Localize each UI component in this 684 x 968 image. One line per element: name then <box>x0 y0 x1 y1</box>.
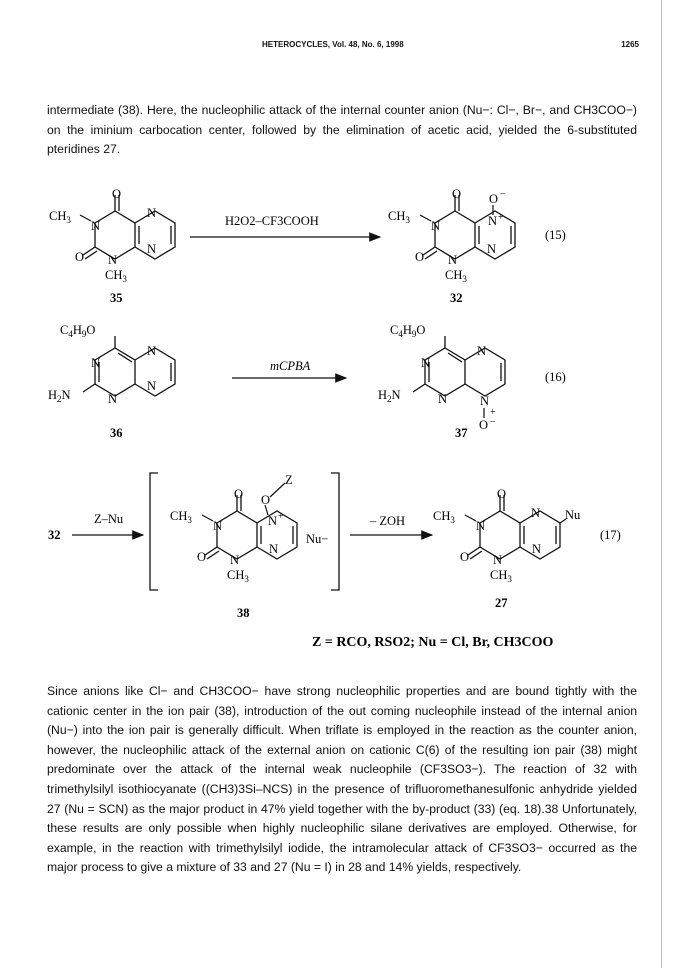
eq17-reagent2: – ZOH <box>370 514 406 528</box>
svg-text:+: + <box>278 511 284 522</box>
eq15-number: (15) <box>545 228 566 242</box>
svg-text:−: − <box>490 417 496 428</box>
svg-text:CH3: $CH_3$ <box>170 509 192 525</box>
page-number: 1265 <box>621 40 639 49</box>
eq15 <box>49 187 566 305</box>
eq16 <box>48 323 566 440</box>
svg-text:CH3: $CH_3$ <box>388 209 410 225</box>
reaction-scheme <box>0 175 684 660</box>
svg-text:N: N <box>438 392 448 406</box>
svg-text:N: N <box>108 253 118 267</box>
counter-ion: Nu− <box>306 532 329 546</box>
compound-35-label: 35 <box>110 291 123 305</box>
svg-text:N: N <box>108 392 118 406</box>
svg-text:C4H9O: $C_4H_9O$ <box>390 323 426 339</box>
svg-text:O: O <box>75 250 85 264</box>
eq15-reagent: H2O2–CF3COOH <box>225 214 319 228</box>
svg-text:N: N <box>213 519 223 533</box>
svg-text:C4H9O: $C_4H_9O$ <box>60 323 96 339</box>
svg-text:N: N <box>531 506 541 520</box>
svg-text:O: O <box>261 493 271 507</box>
svg-text:CH3: $CH_3$ <box>227 568 249 584</box>
svg-text:O: O <box>112 187 122 201</box>
svg-text:CH3: $CH_3$ <box>105 268 127 284</box>
svg-text:O: O <box>452 187 462 201</box>
svg-text:N: N <box>91 356 101 370</box>
svg-text:+: + <box>498 212 504 223</box>
compound-36-label: 36 <box>110 426 123 440</box>
svg-text:N: N <box>269 542 279 556</box>
svg-text:N: N <box>476 519 486 533</box>
svg-text:N: N <box>480 394 490 408</box>
eq16-reagent: mCPBA <box>270 359 311 373</box>
compound-32-start: 32 <box>48 528 61 542</box>
svg-text:N: N <box>493 553 503 567</box>
svg-text:O: O <box>197 550 207 564</box>
eq17-reagent1: Z–Nu <box>94 512 124 526</box>
svg-text:N: N <box>431 219 441 233</box>
svg-text:CH3: $CH_3$ <box>433 509 455 525</box>
compound-38-label: 38 <box>237 606 250 620</box>
compound-37-label: 37 <box>455 426 468 440</box>
svg-text:Z: Z <box>285 473 293 487</box>
running-header <box>0 40 684 56</box>
svg-text:N: N <box>147 344 157 358</box>
svg-text:N: N <box>448 253 458 267</box>
svg-text:N: N <box>487 242 497 256</box>
svg-text:O: O <box>234 487 244 501</box>
svg-text:N: N <box>477 344 487 358</box>
svg-text:N: N <box>532 542 542 556</box>
svg-text:H2N: $H_2N$ <box>378 388 401 404</box>
svg-text:O: O <box>497 487 507 501</box>
svg-text:+: + <box>490 407 496 418</box>
eq16-number: (16) <box>545 370 566 384</box>
svg-text:H2N: $H_2N$ <box>48 388 71 404</box>
svg-text:N: N <box>421 356 431 370</box>
svg-text:−: − <box>500 189 506 200</box>
svg-text:Nu: Nu <box>565 508 581 522</box>
journal-header: HETEROCYCLES, Vol. 48, No. 6, 1998 <box>262 40 404 49</box>
svg-text:CH3: $CH_3$ <box>49 209 71 225</box>
eq17-number: (17) <box>600 528 621 542</box>
svg-text:CH3: $CH_3$ <box>445 268 467 284</box>
svg-text:O: O <box>415 250 425 264</box>
svg-text:N: N <box>488 214 498 228</box>
svg-text:O: O <box>460 550 470 564</box>
substituent-definition: Z = RCO, RSO2; Nu = Cl, Br, CH3COO <box>312 635 554 650</box>
svg-text:N: N <box>147 206 157 220</box>
compound-27-label: 27 <box>495 596 508 610</box>
paragraph-intro: intermediate (38). Here, the nucleophilic attack of the internal counter anion (Nu−: Cl−, Br−, and CH3COO−) on the iminium carbocation center, followed by the elimination of acetic acid, yielded the 6-substituted pteridines 27. <box>47 103 637 157</box>
compound-32-label: 32 <box>450 291 463 305</box>
svg-text:CH3: $CH_3$ <box>490 568 512 584</box>
svg-text:N: N <box>91 219 101 233</box>
paragraph-discussion: Since anions like Cl− and CH3COO− have strong nucleophilic properties and are bound tightly with the cationic center in the ion pair (38), introduction of the out coming nucleophile instead of the internal anion (Nu−) into the ion pair is generally difficult. When triflate is employed in the reaction as the counter anion, however, the nucleophilic attack of the external anion on cationic C(6) of the resulting ion pair (38) might predominate over the attack of the internal weak nucleophile (CF3SO3−). The reaction of 32 with trimethylsilyl isothiocyanate ((CH3)3Si–NCS) in the presence of trifluoromethanesulfonic anhydride yielded 27 (Nu = SCN) as the major product in 47% yield together with the by-product (33) (eq. 18).38 Unfortunately, these results are only possible when highly nucleophilic silane derivatives are employed. Otherwise, for example, in the reaction with trimethylsilyl iodide, the intramolecular attack of CF3SO3− occurred as the major process to give a mixture of 33 and 27 (Nu = I) in 28 and 14% yields, respectively. <box>47 684 637 875</box>
eq17 <box>48 473 621 620</box>
svg-text:N: N <box>268 514 278 528</box>
svg-text:O: O <box>489 192 499 206</box>
svg-text:N: N <box>230 553 240 567</box>
svg-text:N: N <box>147 242 157 256</box>
svg-text:O: O <box>479 418 489 432</box>
svg-text:N: N <box>147 379 157 393</box>
